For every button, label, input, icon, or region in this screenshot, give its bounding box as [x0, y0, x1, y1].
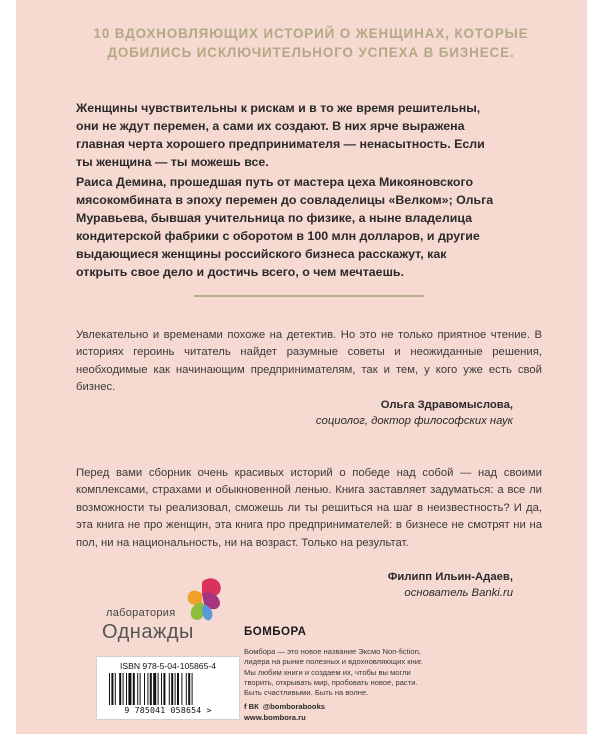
review-quote-1: Увлекательно и временами похоже на детектив. Но это не только приятное чтение. В историях героинь читатель найдет разумные советы и неожиданные решения, необходимые как начинающим предпринимателям, так и тем, у кого уже есть свой бизнес. [76, 329, 542, 394]
intro-line: ты женщина — ты можешь все. [76, 155, 269, 169]
isbn-text: ISBN 978-5-04-105865-4 [119, 661, 217, 671]
story-line: открыть свое дело и достичь всего, о чем мечтаешь. [76, 265, 404, 279]
headline-line: 10 ВДОХНОВЛЯЮЩИХ ИСТОРИЙ О ЖЕНЩИНАХ, КОТОРЫЕ [93, 26, 529, 41]
intro-paragraph [76, 99, 541, 171]
story-line: Раиса Демина, прошедшая путь от мастера цеха Микояновского [76, 175, 474, 189]
publisher-line: лидера на рынке полезных и вдохновляющих книг. [244, 657, 424, 667]
publisher-line: Бомбора — это новое название Эксмо Non-fiction, [244, 647, 421, 656]
story-line: кондитерской фабрики с оборотом в 100 млн долларов, и другие [76, 229, 480, 243]
imprint-lab-label: лаборатория [106, 607, 176, 619]
review-author-1 [316, 397, 513, 429]
publisher-logo: БОМБОРА [244, 626, 307, 638]
barcode [96, 656, 240, 720]
headline [76, 24, 546, 62]
story-line: Муравьева, бывшая учительница по физике, а ныне владелица [76, 211, 473, 225]
barcode-digits: 9 785041 058654 > [124, 705, 212, 715]
publisher-line: творить, открывать мир, пробовать новое, расти. [244, 677, 418, 687]
intro-line: Женщины чувствительны к рискам и в то же время решительны, [76, 101, 481, 115]
author-role: основатель Banki.ru [404, 587, 513, 599]
publisher-website: www.bombora.ru [244, 713, 306, 723]
publisher-social [244, 702, 474, 711]
story-line: выдающиеся женщины российского бизнеса расскажут, как [76, 247, 447, 261]
intro-line: главная черта хорошего предпринимателя — ненасытность. Если [76, 137, 485, 151]
review-quote-2: Перед вами сборник очень красивых историй о победе над собой — над своими комплексами, страхами и обыкновенной ленью. Книга заставляет задуматься: а все ли возможности ты реализовал, сможешь ли ты решиться на шаг в неизвестность? И да, эта книга не про женщин, эта книга про предпринимателей: в бизнесе не смотрят ни на пол, ни на национальность, ни на возраст. Только на результат. [76, 467, 542, 549]
petals-logo-icon [180, 576, 224, 624]
imprint-logo [100, 576, 250, 646]
social-network-icon: f ВК [244, 702, 259, 712]
section-divider [194, 295, 424, 297]
publisher-block [244, 626, 474, 722]
publisher-line: Быть счастливыми. Быть на волне. [244, 688, 369, 698]
headline-line: ДОБИЛИСЬ ИСКЛЮЧИТЕЛЬНОГО УСПЕХА В БИЗНЕСЕ. [107, 45, 515, 60]
imprint-title: Однажды [102, 621, 194, 643]
author-role: социолог, доктор философских наук [315, 415, 513, 427]
publisher-description [244, 647, 474, 698]
publisher-line: Мы любим книги и создаем их, чтобы вы могли [244, 667, 411, 677]
social-handle: @bomborabooks [262, 702, 326, 712]
review-author-2 [388, 569, 513, 601]
author-name: Филипп Ильин-Адаев, [387, 571, 513, 583]
author-name: Ольга Здравомыслова, [380, 399, 513, 411]
barcode-bars-icon [109, 673, 227, 705]
intro-line: они не ждут перемен, а сами их создают. В них ярче выражена [76, 119, 465, 133]
story-paragraph [76, 173, 541, 281]
story-line: мясокомбината в эпоху перемен до совладелицы «Велком»; Ольга [76, 193, 494, 207]
